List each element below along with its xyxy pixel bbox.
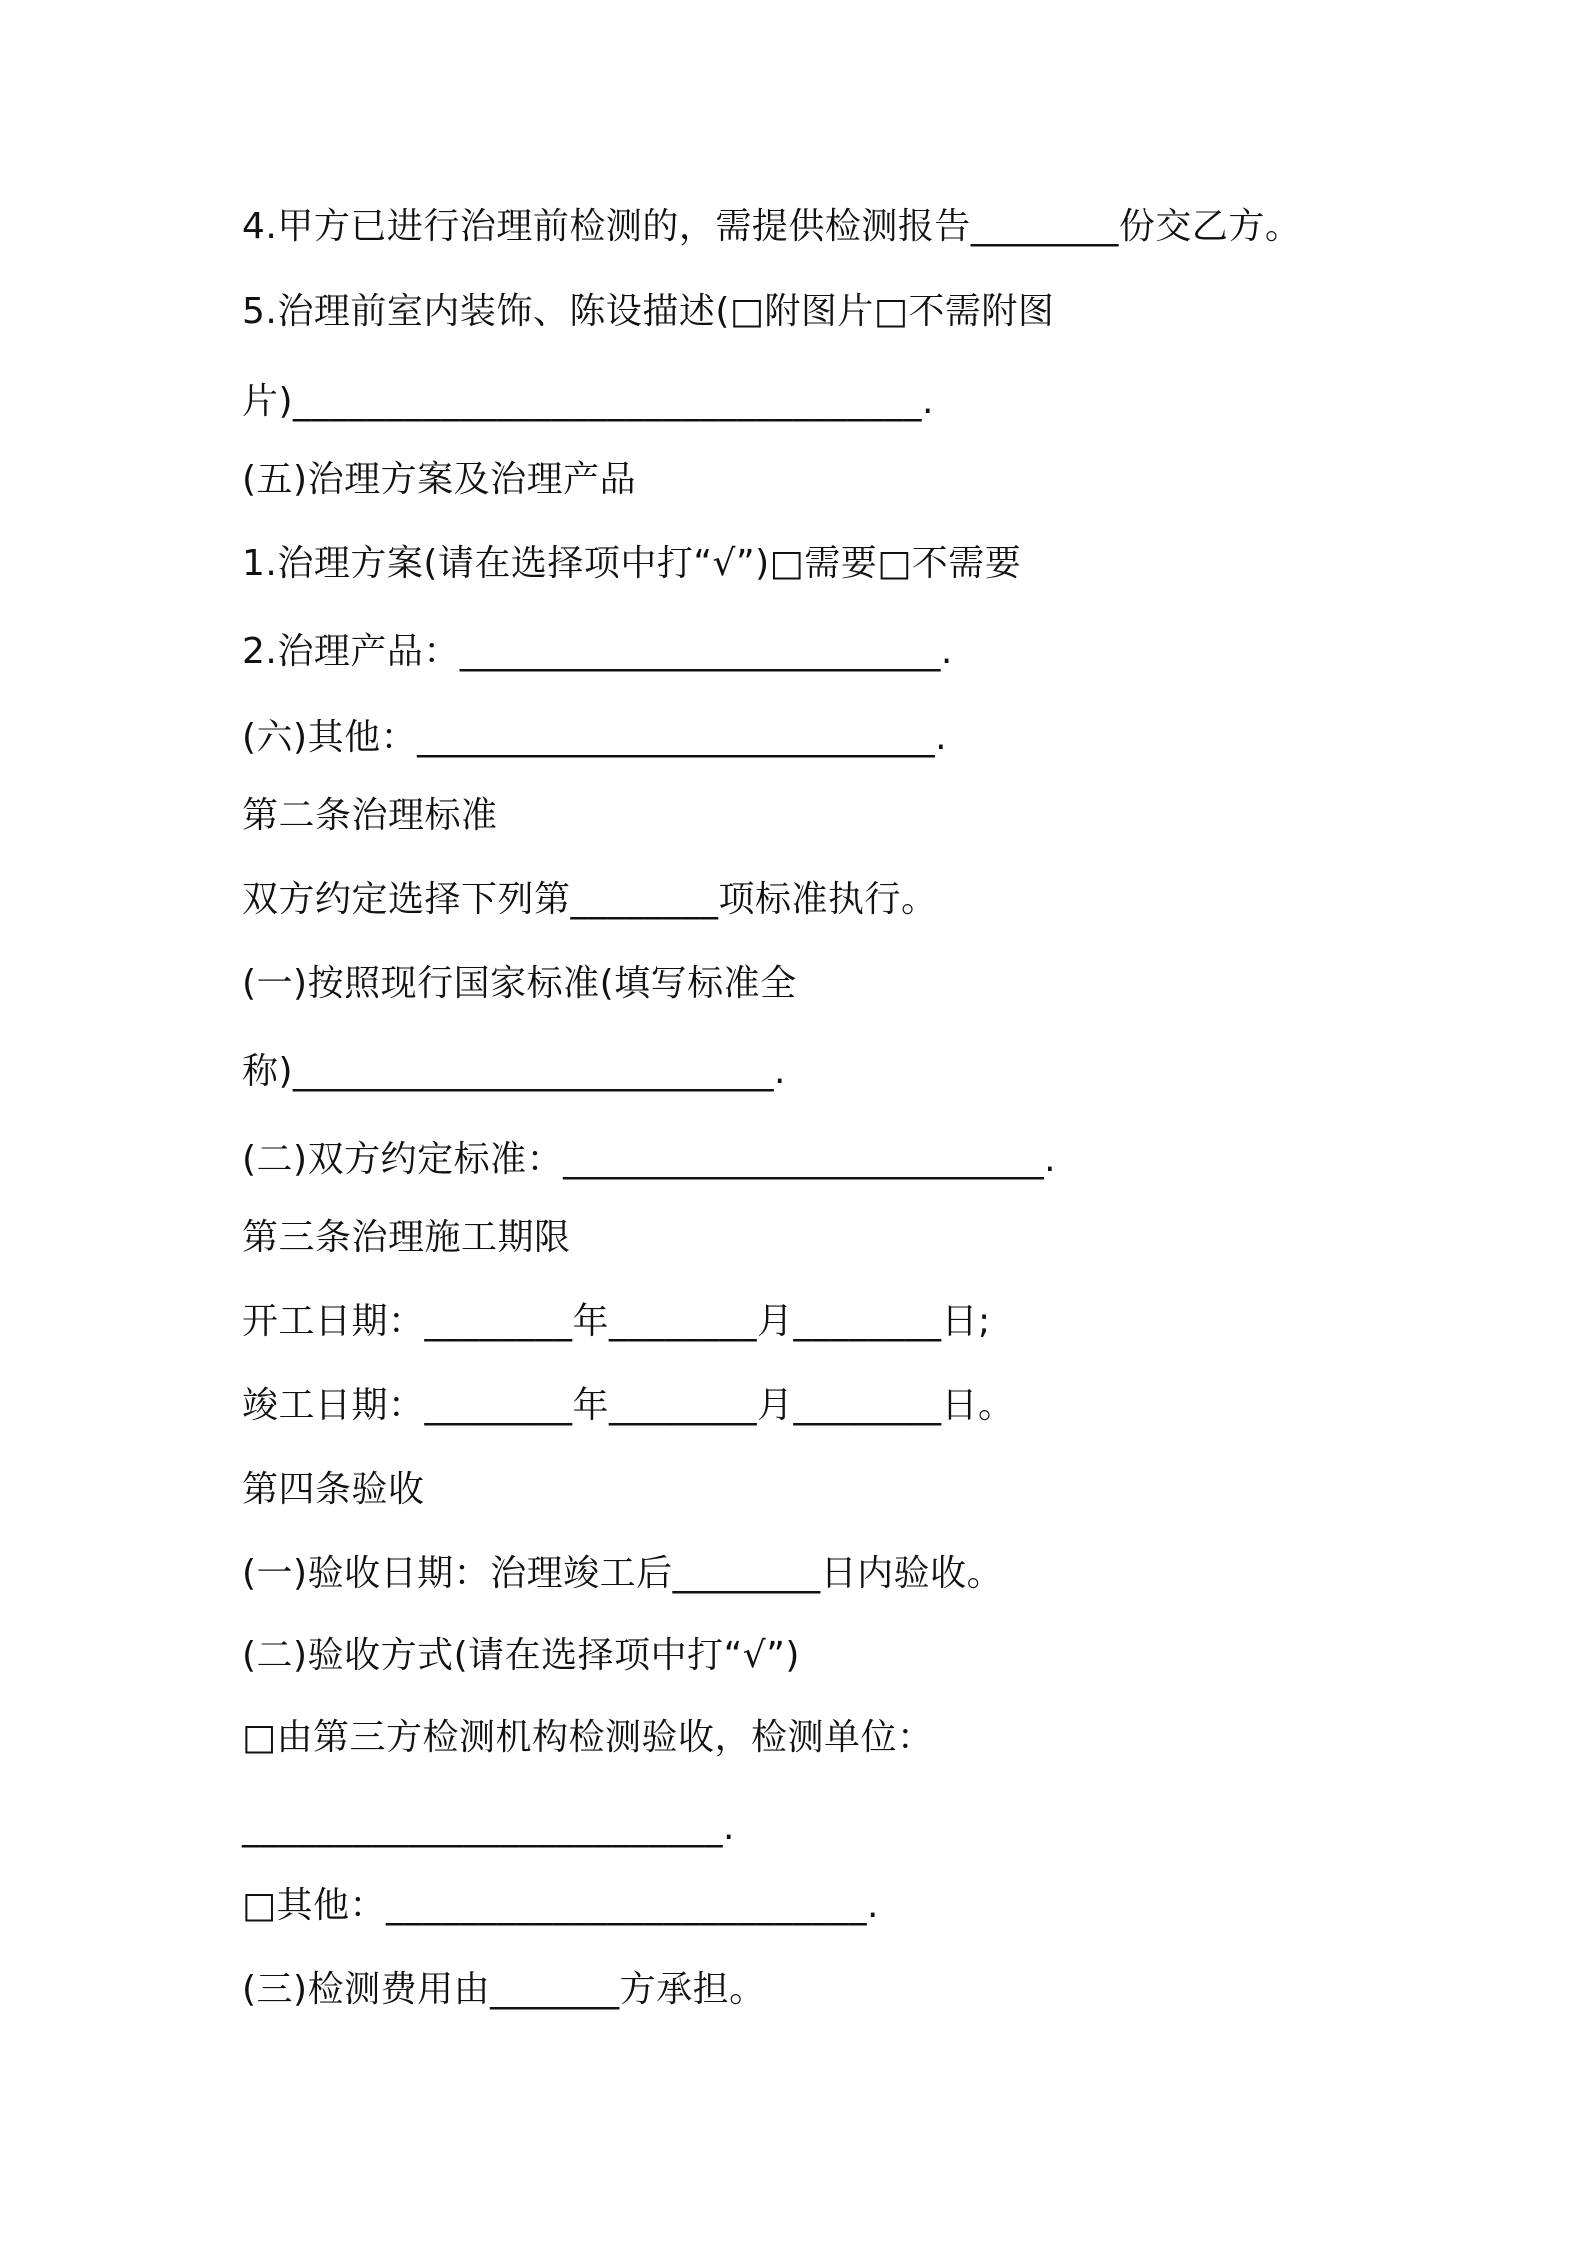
article-3-heading: 第三条治理施工期限 [242, 1217, 571, 1258]
section-6-other: (六)其他：____________________________. [242, 717, 948, 758]
acceptance-date: (一)验收日期：治理竣工后________日内验收。 [242, 1553, 1004, 1594]
standard-agreed: (二)双方约定标准：__________________________. [242, 1139, 1057, 1180]
option-third-party: □由第三方检测机构检测验收，检测单位： [242, 1717, 934, 1758]
standard-selection: 双方约定选择下列第________项标准执行。 [242, 879, 938, 920]
test-fee-bearer: (三)检测费用由_______方承担。 [242, 1969, 766, 2010]
completion-date: 竣工日期：________年________月________日。 [242, 1385, 1015, 1426]
clause-5-decor-description: 5.治理前室内装饰、陈设描述(□附图片□不需附图 [242, 291, 1055, 332]
option-third-party-blank: __________________________. [242, 1807, 735, 1848]
standard-national-cont: 称)__________________________. [242, 1051, 786, 1092]
option-other: □其他：__________________________. [242, 1885, 879, 1926]
start-date: 开工日期：________年________月________日; [242, 1301, 991, 1342]
article-2-heading: 第二条治理标准 [242, 795, 498, 836]
acceptance-method: (二)验收方式(请在选择项中打“√”) [242, 1635, 800, 1676]
clause-4-test-report: 4.甲方已进行治理前检测的，需提供检测报告________份交乙方。 [242, 206, 1302, 247]
item-2-treatment-product: 2.治理产品：__________________________. [242, 631, 953, 672]
article-4-heading: 第四条验收 [242, 1469, 425, 1510]
item-1-treatment-plan: 1.治理方案(请在选择项中打“√”)□需要□不需要 [242, 543, 1022, 584]
clause-5-decor-description-cont: 片)__________________________________. [242, 381, 934, 422]
section-5-heading: (五)治理方案及治理产品 [242, 459, 637, 500]
standard-national: (一)按照现行国家标准(填写标准全 [242, 963, 797, 1004]
